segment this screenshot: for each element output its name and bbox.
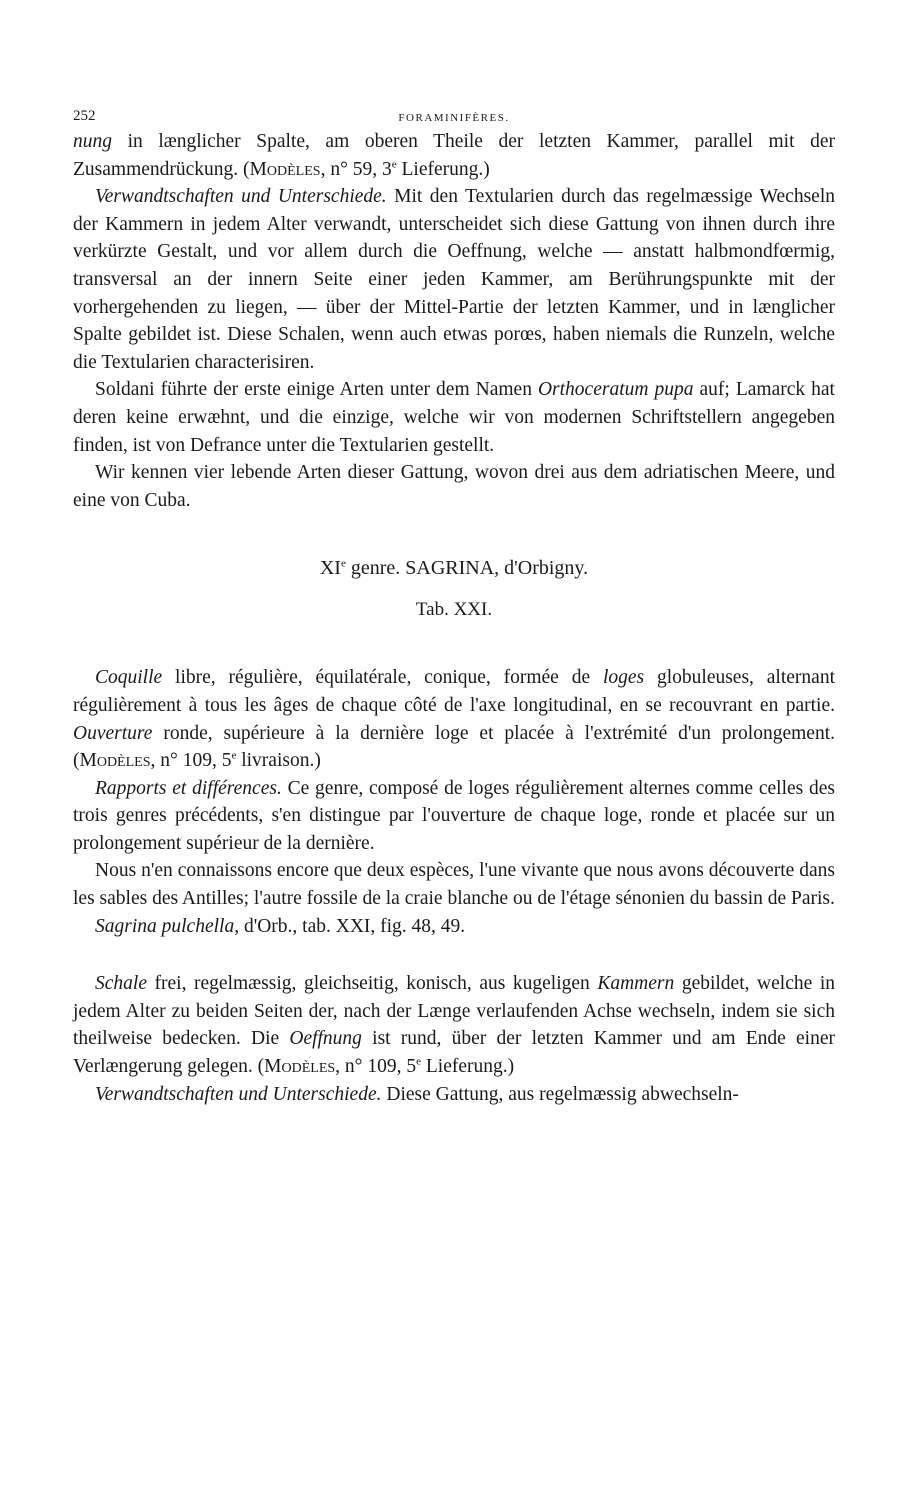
running-head xyxy=(73,108,835,128)
section-plate: Tab. XXI. xyxy=(415,599,493,621)
paragraph-text: Nous n'en connaissons encore que deux espèces, l'une vivante que nous avons découverte dans les sables des Antilles; l'autre fossile de la craie blanche ou de l'étage sénonien du bassin de Paris. xyxy=(73,860,835,910)
italic-heading: Verwandtschaften und Unterschiede. xyxy=(95,1083,382,1105)
italic-heading: Verwandtschaften und Unterschiede. xyxy=(95,186,387,208)
paragraph-text: ist rund, über der letzten Kammer und am Ende einer Verlængerung gelegen. ( xyxy=(73,1028,835,1078)
page-number: 252 xyxy=(73,108,96,124)
superscript: e xyxy=(416,1055,421,1068)
page xyxy=(73,108,835,1108)
paragraph-text: frei, regelmæssig, gleichseitig, konisch, aus kugeligen xyxy=(146,973,598,995)
paragraph-text: globuleuses, alternant régulièrement à tous les âges de chaque côté de l'axe longitudinal, en se recouvrant en partie. xyxy=(73,667,835,716)
genus-number: XI xyxy=(319,557,341,580)
paragraph-german-relations xyxy=(73,183,835,376)
superscript: e xyxy=(391,158,397,171)
superscript: e xyxy=(340,557,346,570)
italic-term: Kammern xyxy=(597,973,675,995)
paragraph-french-species xyxy=(73,857,835,912)
italic-term: Schale xyxy=(95,973,147,995)
paragraph-german-history xyxy=(73,376,835,459)
paragraph-text: Lieferung.) xyxy=(421,1056,515,1078)
models-label: Modèles xyxy=(249,158,321,180)
paragraph-text: libre, régulière, équilatérale, conique, formée de xyxy=(162,667,603,689)
italic-heading: Rapports et différences. xyxy=(95,777,282,799)
species-reference: , d'Orb., tab. XXI, fig. 48, 49. xyxy=(234,915,466,937)
paragraph-german-continuation-1 xyxy=(73,128,835,183)
spacer xyxy=(73,940,835,970)
section-heading xyxy=(73,554,835,582)
paragraph-text: Wir kennen vier lebende Arten dieser Gattung, wovon drei aus dem adriatischen Meere, und eine von Cuba. xyxy=(73,462,835,511)
paragraph-text: in længlicher Spalte, am oberen Theile der letzten Kammer, parallel mit der Zusammendrückung. ( xyxy=(73,131,835,180)
paragraph-text: auf; Lamarck hat deren keine erwæhnt, und die einzige, welche wir von modernen Schriftstellern angegeben finden, ist von Defrance unter die Textularien gestellt. xyxy=(73,379,835,456)
italic-term: nung xyxy=(73,131,112,152)
paragraph-text: livraison.) xyxy=(236,750,321,772)
italic-term: Oeffnung xyxy=(289,1028,362,1050)
paragraph-text: gebildet, welche in jedem Alter zu beiden Seiten der, nach der Længe verlaufenden Achse wechseln, indem sie sich theilweise bedecken. Die xyxy=(73,973,835,1050)
species-name: Sagrina pulchella xyxy=(95,915,235,937)
paragraph-text: Soldani führte der erste einige Arten unter dem Namen xyxy=(95,379,538,401)
genus-title: genre. SAGRINA, d'Orbigny. xyxy=(345,557,589,580)
paragraph-german-species xyxy=(73,459,835,514)
italic-term: Orthoceratum pupa xyxy=(537,379,694,401)
paragraph-text: Lieferung.) xyxy=(396,158,490,180)
paragraph-text: Mit den Textularien durch das regelmæssige Wechseln der Kammern in jedem Alter verwandt, unterscheidet sich diese Gattung von ihnen durch ihre verkürzte Gestalt, und vor allem durch die Oeffnung, welche — anstatt halbmondfœrmig, transversal an der innern Seite einer jeden Kammer, am Berührungspunkte mit der vorhergehenden zu liegen, — über der Mittel-Partie der letzten Kammer, und in længlicher Spalte gebildet ist. Diese Schalen, wenn auch etwas porœs, haben niemals die Runzeln, welche die Textularien characterisiren. xyxy=(73,186,835,373)
paragraph-text: , n° 109, 5 xyxy=(150,750,232,772)
italic-term: loges xyxy=(602,667,645,689)
paragraph-text: ronde, supérieure à la dernière loge et placée à l'extrémité d'un prolongement. ( xyxy=(73,722,835,772)
paragraph-german-description xyxy=(73,970,835,1080)
species-line xyxy=(73,913,835,941)
models-label: Modèles xyxy=(264,1056,336,1078)
paragraph-french-description xyxy=(73,664,835,774)
models-label: Modèles xyxy=(79,750,151,772)
paragraph-text: , n° 109, 5 xyxy=(335,1056,417,1078)
italic-term: Coquille xyxy=(95,667,163,689)
paragraph-text: Ce genre, composé de loges régulièrement alternes comme celles des trois genres précédents, s'en distingue par l'ouverture de chaque loge, ronde et placée sur un prolongement supérieur de la dernière. xyxy=(73,777,836,854)
running-title: FORAMINIFÈRES. xyxy=(398,112,510,124)
paragraph-text: , n° 59, 3 xyxy=(320,158,392,180)
paragraph-text: Diese Gattung, aus regelmæssig abwechseln- xyxy=(381,1083,739,1105)
superscript: e xyxy=(231,749,237,762)
paragraph-german-relations-2 xyxy=(73,1081,835,1109)
spacer xyxy=(73,624,835,664)
italic-term: Ouverture xyxy=(73,722,153,744)
paragraph-french-relations xyxy=(73,775,835,858)
